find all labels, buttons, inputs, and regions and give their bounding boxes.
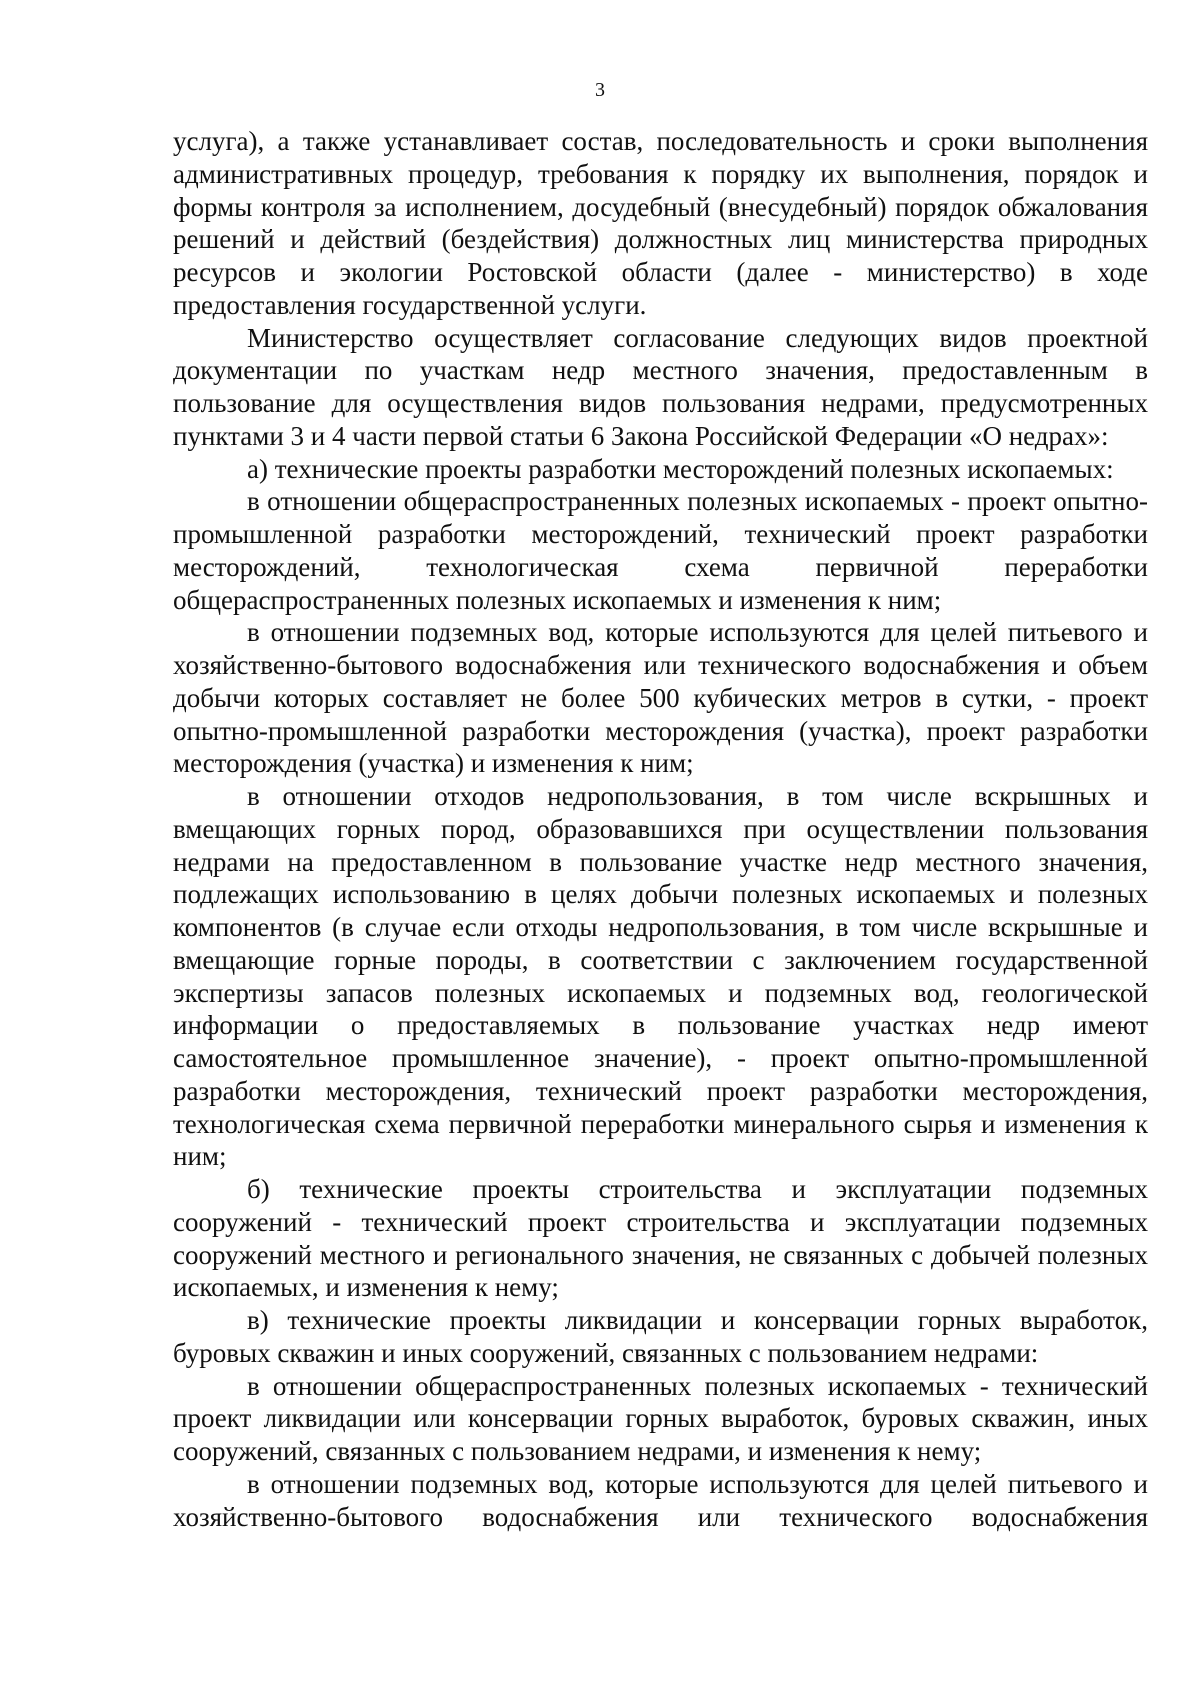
paragraph-ministry-approval: Министерство осуществляет согласование следующих видов проектной документации по участкам недр местного значения, предоставленным в пользование для осуществления видов пользования недрами, предусмотренных пунктами 3 и 4 части первой статьи 6 Закона Российской Федерации «О недрах»: (173, 322, 1148, 451)
paragraph-liquidation-common-minerals: в отношении общераспространенных полезных ископаемых - технический проект ликвидации или консервации горных выработок, буровых скважин, иных сооружений, связанных с пользованием недрами, и изменения к нему; (173, 1370, 1148, 1466)
paragraph-common-minerals: в отношении общераспространенных полезных ископаемых - проект опытно-промышленной разработки месторождений, технический проект разработки месторождений, технологическая схема первичной переработки общераспространенных полезных ископаемых и изменения к ним; (173, 486, 1148, 615)
paragraph-item-a: а) технические проекты разработки месторождений полезных ископаемых: (247, 453, 1114, 484)
paragraph-liquidation-groundwater (173, 1468, 1148, 1534)
page-number: 3 (595, 79, 605, 101)
paragraph-subsoil-waste: в отношении отходов недропользования, в том числе вскрышных и вмещающих горных пород, образовавшихся при осуществлении пользования недрами на предоставленном в пользование участке недр местного значения, подлежащих использованию в целях добычи полезных ископаемых и полезных компонентов (в случае если отходы недропользования, в том числе вскрышные и вмещающие горные породы, в соответствии с заключением государственной экспертизы запасов полезных ископаемых и подземных вод, геологической информации о предоставляемых в пользование участках недр имеют самостоятельное промышленное значение), - проект опытно-промышленной разработки месторождения, технический проект разработки месторождения, технологическая схема первичной переработки минерального сырья и изменения к ним; (173, 781, 1148, 1172)
paragraph-service-scope: услуга), а также устанавливает состав, последовательность и сроки выполнения административных процедур, требования к порядку их выполнения, порядок и формы контроля за исполнением, досудебный (внесудебный) порядок обжалования решений и действий (бездействия) должностных лиц министерства природных ресурсов и экологии Ростовской области (далее - министерство) в ходе предоставления государственной услуги. (173, 126, 1148, 320)
paragraph-item-v: в) технические проекты ликвидации и консервации горных выработок, буровых скважин и иных сооружений, связанных с пользованием недрами: (173, 1305, 1148, 1368)
document-body (173, 125, 1148, 1533)
paragraph-groundwater: в отношении подземных вод, которые используются для целей питьевого и хозяйственно-бытового водоснабжения или технического водоснабжения и объем добычи которых составляет не более 500 кубических метров в сутки, - проект опытно-промышленной разработки месторождения (участка), проект разработки месторождения (участка) и изменения к ним; (173, 617, 1148, 779)
paragraph-last-text: в отношении подземных вод, которые используются для целей питьевого и хозяйственно-бытового водоснабжения или технического водоснабжения (173, 1468, 1148, 1532)
paragraph-item-b: б) технические проекты строительства и эксплуатации подземных сооружений - технический проект строительства и эксплуатации подземных сооружений местного и регионального значения, не связанных с добычей полезных ископаемых, и изменения к нему; (173, 1174, 1148, 1303)
